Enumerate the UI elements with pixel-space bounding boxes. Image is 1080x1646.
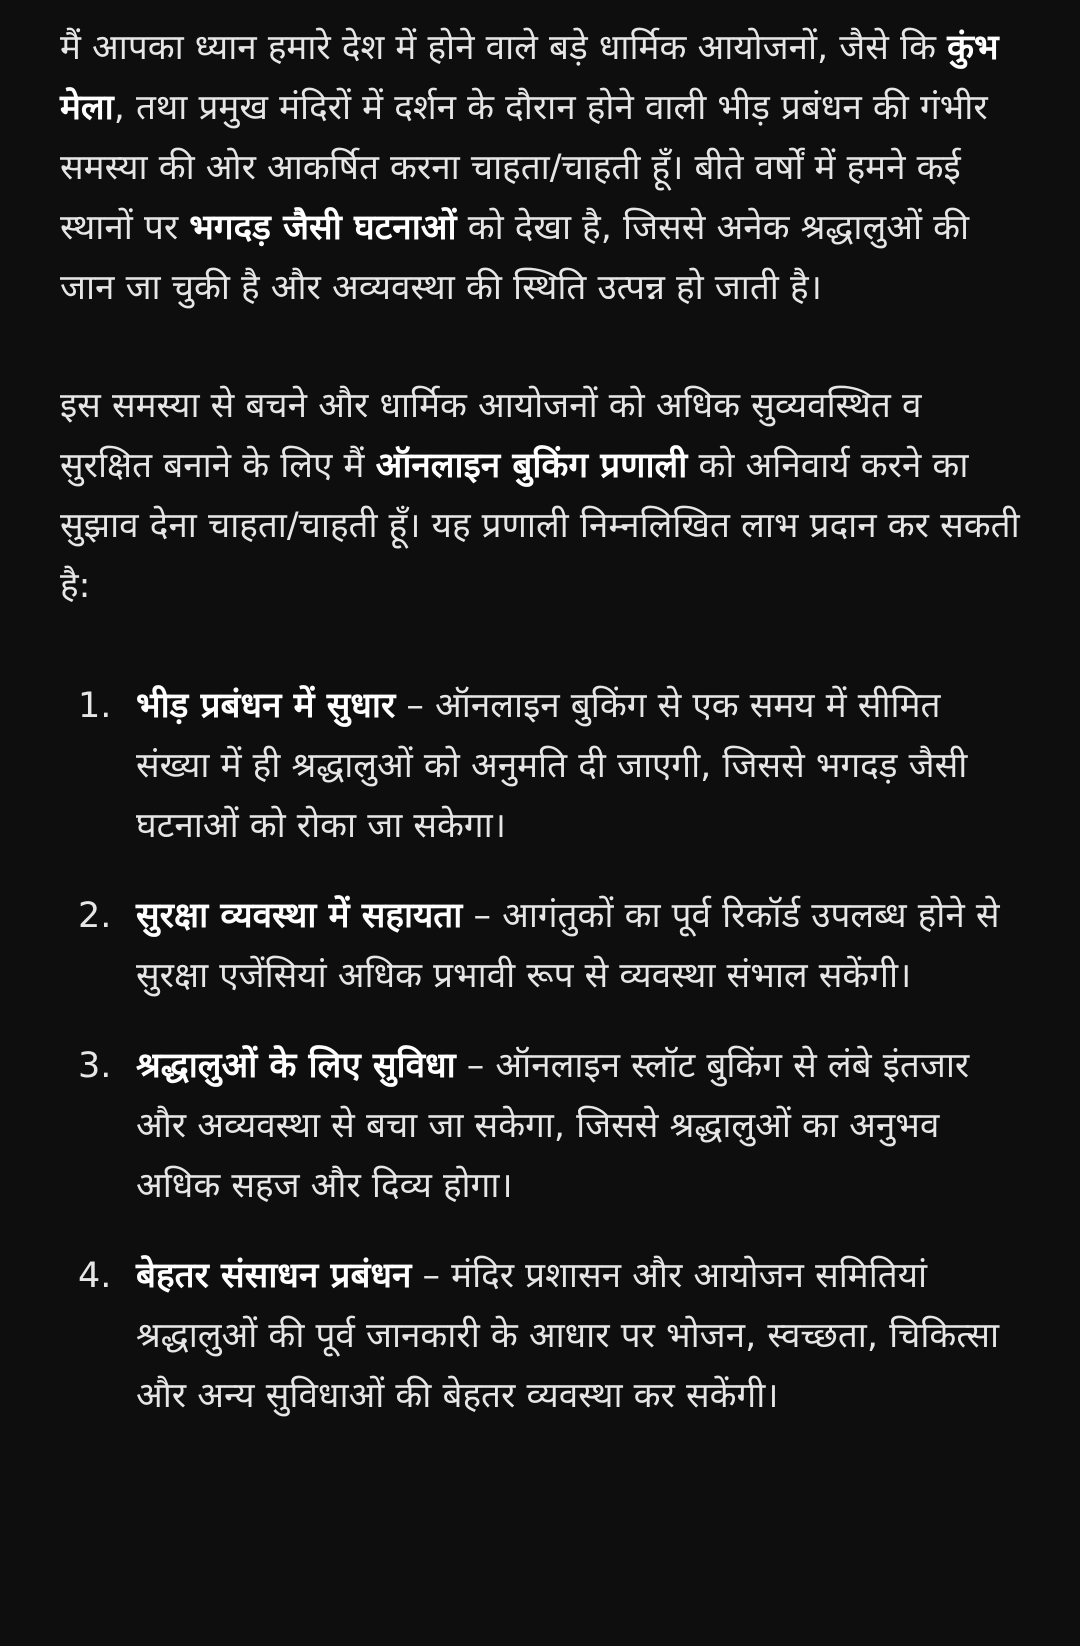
intro-text: को देखा है, जिससे अनेक श्रद्धालुओं की जान जा चुकी है और अव्यवस्था की स्थिति उत्पन्न हो जाती है। (60, 208, 970, 308)
list-item-text: – मंदिर प्रशासन और आयोजन समितियां श्रद्धालुओं की पूर्व जानकारी के आधार पर भोजन, स्वच्छता, चिकित्सा और अन्य सुविधाओं की बेहतर व्यवस्था कर सकेंगी। (136, 1256, 1000, 1416)
intro-text: मैं आपका ध्यान हमारे देश में होने वाले बड़े धार्मिक आयोजनों, जैसे कि (60, 28, 948, 68)
suggestion-text: को अनिवार्य करने का सुझाव देना चाहता/चाहती हूँ। यह प्रणाली निम्नलिखित लाभ प्रदान कर सकती है: (60, 446, 1020, 606)
suggestion-text: इस समस्या से बचने और धार्मिक आयोजनों को अधिक सुव्यवस्थित व सुरक्षित बनाने के लिए मैं (60, 386, 922, 486)
intro-text: , तथा प्रमुख मंदिरों में दर्शन के दौरान होने वाली भीड़ प्रबंधन की गंभीर समस्या की ओर आकर्षित करना चाहता/चाहती हूँ। बीते वर्षों में हमने कई स्थानों पर (60, 88, 988, 248)
list-item (60, 1036, 1020, 1216)
list-item (60, 886, 1020, 1006)
list-item-title: श्रद्धालुओं के लिए सुविधा (136, 1046, 456, 1086)
paragraph-spacer (60, 318, 1020, 376)
kumbh-mela-bold: कुंभ मेला (60, 28, 999, 128)
list-item-text: – आगंतुकों का पूर्व रिकॉर्ड उपलब्ध होने से सुरक्षा एजेंसियां अधिक प्रभावी रूप से व्यवस्था संभाल सकेंगी। (136, 896, 1000, 996)
list-item (60, 676, 1020, 856)
suggestion-paragraph (60, 376, 1020, 616)
list-item-title: बेहतर संसाधन प्रबंधन (136, 1256, 412, 1296)
intro-paragraph (60, 18, 1020, 318)
online-booking-bold: ऑनलाइन बुकिंग प्रणाली (375, 446, 688, 486)
list-item (60, 1246, 1020, 1426)
list-item-text: – ऑनलाइन स्लॉट बुकिंग से लंबे इंतजार और अव्यवस्था से बचा जा सकेगा, जिससे श्रद्धालुओं का अनुभव अधिक सहज और दिव्य होगा। (136, 1046, 970, 1206)
list-number: 4. (78, 1256, 112, 1296)
benefits-list (60, 676, 1020, 1426)
list-number: 3. (78, 1046, 112, 1086)
list-item-title: भीड़ प्रबंधन में सुधार (136, 686, 396, 726)
paragraph-spacer (60, 616, 1020, 676)
list-item-title: सुरक्षा व्यवस्था में सहायता (136, 896, 463, 936)
list-number: 1. (78, 686, 112, 726)
list-item-text: – ऑनलाइन बुकिंग से एक समय में सीमित संख्या में ही श्रद्धालुओं को अनुमति दी जाएगी, जिससे भगदड़ जैसी घटनाओं को रोका जा सकेगा। (136, 686, 968, 846)
list-number: 2. (78, 896, 112, 936)
stampede-bold: भगदड़ जैसी घटनाओं (189, 208, 457, 248)
